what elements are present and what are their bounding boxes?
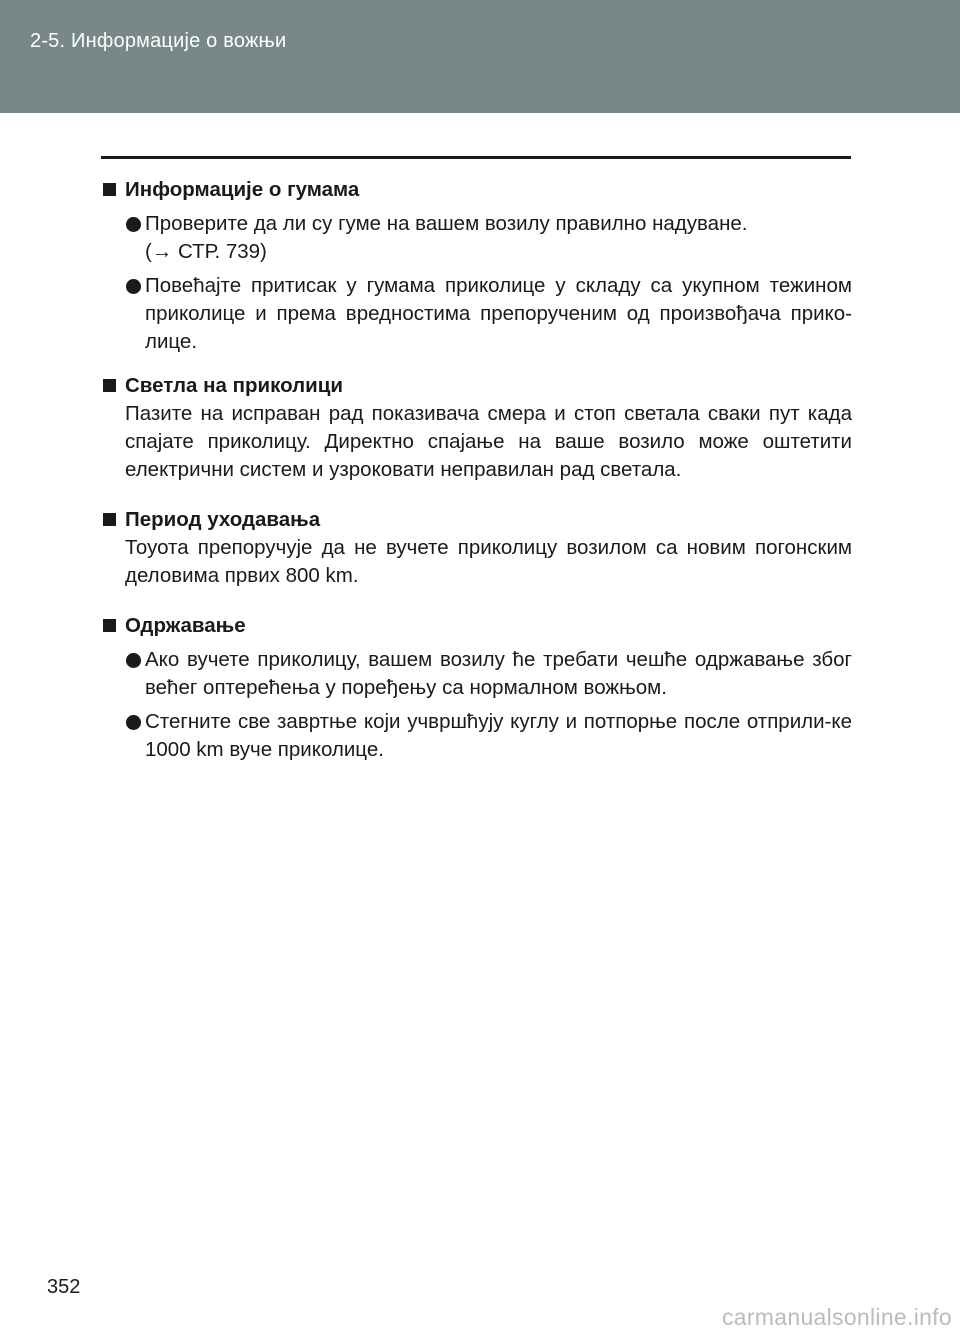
black-square-icon — [103, 513, 116, 526]
black-circle-icon — [126, 217, 141, 232]
black-circle-icon — [126, 653, 141, 668]
list-item — [125, 708, 852, 764]
section-trailer-lights — [100, 372, 852, 484]
page-reference-link[interactable]: (→ СТР. 739) — [145, 240, 267, 263]
section-maintenance — [100, 612, 852, 764]
black-square-icon — [103, 183, 116, 196]
list-item — [125, 210, 852, 266]
page-header — [0, 0, 960, 113]
black-circle-icon — [126, 279, 141, 294]
section-title: Период уходавања — [125, 508, 321, 531]
page-content — [100, 176, 852, 764]
section-tire-info — [100, 176, 852, 356]
chapter-title: 2-5. Информације о вожњи — [30, 30, 287, 52]
list-item — [125, 646, 852, 702]
black-square-icon — [103, 379, 116, 392]
section-break-in-period — [100, 506, 852, 590]
page-number: 352 — [47, 1276, 81, 1298]
section-body: Пазите на исправан рад показивача смера и стоп светала сваки пут када спајате приколицу. Директно спајање на ваше возило може оштетити електрични систем и узроковати неправилан рад светала. — [125, 402, 852, 481]
watermark: carmanualsonline.info — [721, 1304, 952, 1330]
bullet-text: Повећајте притисак у гумама приколице у складу са укупном тежином приколице и према вредностима препорученим од произвођача прико-лице. — [145, 274, 852, 353]
section-title: Светла на приколици — [125, 374, 343, 397]
section-body: Тоуота препоручује да не вучете приколицу возилом са новим погонским деловима првих 800 km. — [125, 536, 852, 587]
section-title: Одржавање — [125, 614, 246, 637]
black-square-icon — [103, 619, 116, 632]
list-item — [125, 272, 852, 356]
bullet-text: Ако вучете приколицу, вашем возилу ће требати чешће одржавање због већег оптерећења у поређењу са нормалном вожњом. — [145, 648, 852, 699]
bullet-text: Проверите да ли су гуме на вашем возилу правилно надуване. — [145, 212, 748, 235]
section-divider — [101, 156, 851, 159]
bullet-text: Стегните све завртње који учвршћују куглу и потпорње после отприли-ке 1000 km вуче приколице. — [145, 710, 852, 761]
section-title: Информације о гумама — [125, 178, 360, 201]
black-circle-icon — [126, 715, 141, 730]
